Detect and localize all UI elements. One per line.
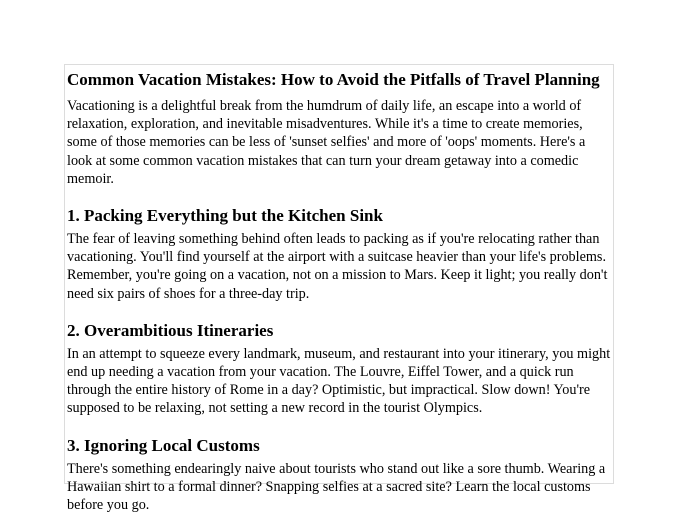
- article-title: Common Vacation Mistakes: How to Avoid the Pitfalls of Travel Planning: [67, 70, 600, 89]
- section-heading-packing: 1. Packing Everything but the Kitchen Sink: [67, 206, 383, 226]
- section-body-customs: There's something endearingly naive about tourists who stand out like a sore thumb. Wearing a Hawaiian shirt to a formal dinner? Snapping selfies at a sacred site? Learn the local customs before you go.: [67, 460, 606, 514]
- article-content: [65, 65, 613, 514]
- section-heading-itineraries: 2. Overambitious Itineraries: [67, 320, 274, 340]
- intro-paragraph: Vacationing is a delightful break from the humdrum of daily life, an escape into a world of relaxation, exploration, and inevitable misadventures. While it's a time to create memories, some of those memories can be less of 'sunset selfies' and more of 'oops' moments. Here's a look at some common vacation mistakes that can turn your dream getaway into a comedic memoir.: [67, 98, 586, 187]
- section-heading-customs: 3. Ignoring Local Customs: [67, 435, 260, 455]
- article-container: [64, 64, 614, 514]
- section-body-packing: The fear of leaving something behind often leads to packing as if you're relocating rather than vacationing. You'll find yourself at the airport with a suitcase heavier than your life's problems. Remember, you're going on a vacation, not on a mission to Mars. Keep it light; you really don't need six pairs of shoes for a three-day trip.: [67, 231, 608, 302]
- section-body-itineraries: In an attempt to squeeze every landmark, museum, and restaurant into your itinerary, you might end up needing a vacation from your vacation. The Louvre, Eiffel Tower, and a quick run through the entire history of Rome in a day? Optimistic, but impractical. Slow down! You're supposed to be relaxing, not setting a new record in the tourist Olympics.: [67, 345, 611, 417]
